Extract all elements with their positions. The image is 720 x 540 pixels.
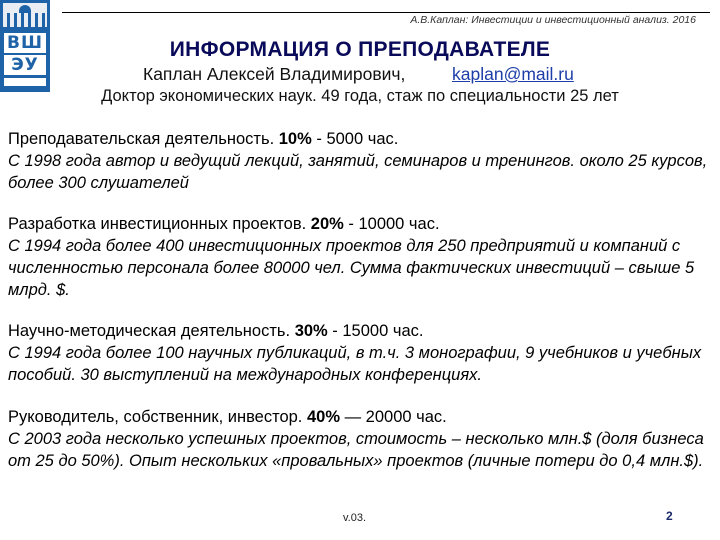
- section-title: Научно-методическая деятельность.: [8, 322, 291, 340]
- running-title: А.В.Каплан: Инвестиции и инвестиционный анализ. 2016: [410, 14, 696, 26]
- section-percent: 30%: [294, 322, 328, 340]
- logo-monogram-top: ВШ: [4, 33, 46, 53]
- logo-monogram-bottom: ЭУ: [4, 55, 46, 75]
- building-icon: [3, 3, 47, 27]
- section-teaching: [8, 128, 714, 194]
- section-percent: 10%: [278, 130, 312, 148]
- section-title: Разработка инвестиционных проектов.: [8, 215, 307, 233]
- section-hours: - 10000 час.: [343, 215, 440, 233]
- section-heading: [8, 406, 714, 428]
- section-hours: - 15000 час.: [327, 322, 424, 340]
- section-percent: 40%: [306, 408, 341, 426]
- section-description: С 1994 года более 400 инвестиционных проектов для 250 предприятий и компаний с численностью персонала более 80000 чел. Сумма фактических инвестиций – свыше 5 млрд. $.: [8, 237, 695, 299]
- email-link[interactable]: kaplan@mail.ru: [452, 64, 574, 84]
- header-rule: [62, 12, 710, 13]
- section-research: [8, 320, 714, 386]
- page-number: 2: [666, 509, 673, 523]
- section-description: С 1994 года более 100 научных публикаций, в т.ч. 3 монографии, 9 учебников и учебных пособий. 30 выступлений на международных конференциях.: [8, 344, 702, 384]
- section-title: Преподавательская деятельность.: [8, 130, 275, 148]
- section-heading: [8, 320, 714, 342]
- logo-caption-strip: [4, 78, 46, 86]
- section-description: С 1998 года автор и ведущий лекций, занятий, семинаров и тренингов. около 25 курсов, более 300 слушателей: [8, 152, 708, 192]
- section-heading: [8, 128, 714, 150]
- section-heading: [8, 213, 714, 235]
- version-label: v.03.: [343, 512, 367, 524]
- slide-title: ИНФОРМАЦИЯ О ПРЕПОДАВАТЕЛЕ: [169, 38, 551, 61]
- section-hours: - 5000 час.: [311, 130, 399, 148]
- teacher-name: Каплан Алексей Владимирович,: [143, 64, 406, 84]
- section-percent: 20%: [310, 215, 344, 233]
- section-description: С 2003 года несколько успешных проектов, стоимость – несколько млн.$ (доля бизнеса от 25 до 50%). Опыт нескольких «провальных» проектов (личные потери до 0,4 млн.$).: [8, 430, 704, 470]
- teacher-degree: Доктор экономических наук. 49 года, стаж по специальности 25 лет: [101, 87, 619, 105]
- section-business: [8, 406, 714, 472]
- section-projects: [8, 213, 714, 301]
- section-hours: — 20000 час.: [340, 408, 447, 426]
- section-title: Руководитель, собственник, инвестор.: [8, 408, 303, 426]
